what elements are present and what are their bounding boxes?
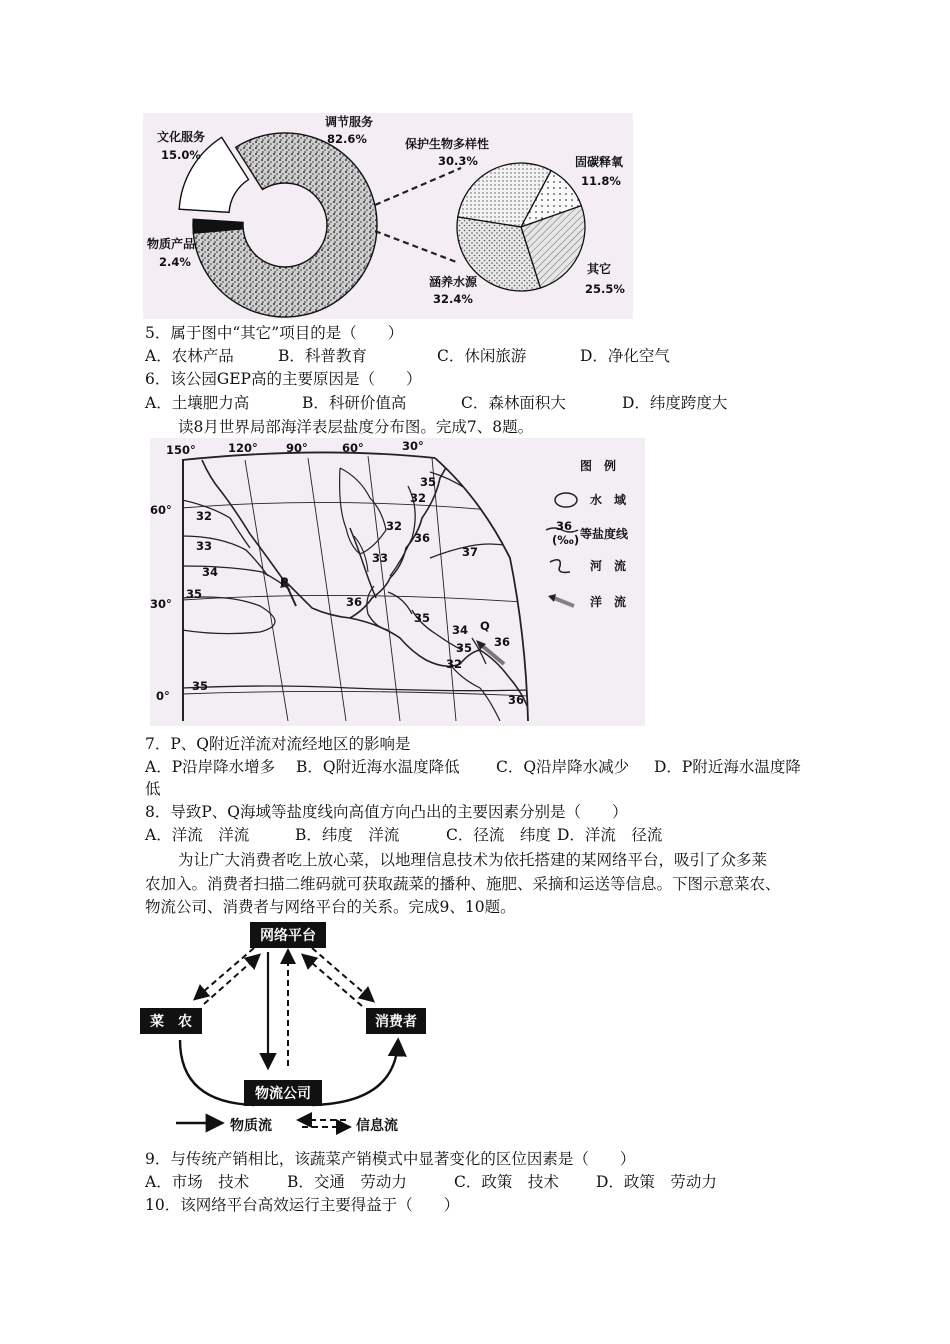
q9-option-c[interactable]: C．政策 技术 xyxy=(454,1173,559,1191)
q6-option-b[interactable]: B．科研价值高 xyxy=(302,394,407,412)
label-carbon: 固碳释氧 xyxy=(575,155,624,169)
isoline-value: 35 xyxy=(420,475,437,489)
q5-option-a[interactable]: A．农林产品 xyxy=(145,347,234,365)
q7-option-c[interactable]: C．Q沿岸降水减少 xyxy=(496,758,630,776)
svg-text:网络平台: 网络平台 xyxy=(260,928,316,944)
platform-flow-diagram xyxy=(140,918,430,1140)
q8-option-c[interactable]: C．径流 纬度 xyxy=(446,826,551,844)
q8-option-a[interactable]: A．洋流 洋流 xyxy=(145,826,250,844)
legend-material-flow: 物质流 xyxy=(230,1118,272,1134)
value-carbon: 11.8% xyxy=(581,174,621,188)
q7-option-a[interactable]: A．P沿岸降水增多 xyxy=(145,758,276,776)
isoline-value: 35 xyxy=(186,587,203,601)
question-10-stem: 10．该网络平台高效运行主要得益于（ ） xyxy=(145,1196,460,1214)
value-water-conservation: 32.4% xyxy=(433,292,473,306)
q5-option-b[interactable]: B．科普教育 xyxy=(278,347,367,365)
q7-option-d-wrap: 低 xyxy=(145,780,161,798)
node-farmer xyxy=(140,1008,202,1034)
lon-label: 30° xyxy=(402,439,424,453)
salinity-map xyxy=(150,438,645,726)
isoline-value: 35 xyxy=(192,679,209,693)
svg-text:洋 流: 洋 流 xyxy=(590,595,627,609)
isoline-value: 32 xyxy=(410,491,427,505)
legend-info-flow: 信息流 xyxy=(356,1118,398,1134)
lat-label: 60° xyxy=(150,503,172,517)
lat-label: 0° xyxy=(156,689,170,703)
svg-text:(‰): (‰) xyxy=(552,533,580,547)
map-label-q: Q xyxy=(480,619,490,633)
label-water-conservation: 涵养水源 xyxy=(429,275,478,289)
label-biodiversity: 保护生物多样性 xyxy=(405,137,490,151)
value-cultural-service: 15.0% xyxy=(161,148,201,162)
lon-label: 120° xyxy=(228,441,258,455)
q9-option-b[interactable]: B．交通 劳动力 xyxy=(287,1173,407,1191)
value-other: 25.5% xyxy=(585,282,625,296)
map-label-p: P xyxy=(280,575,289,589)
question-7-stem: 7．P、Q附近洋流对流经地区的影响是 xyxy=(145,735,411,753)
isoline-value: 33 xyxy=(372,551,389,565)
q7-option-b[interactable]: B．Q附近海水温度降低 xyxy=(296,758,460,776)
lon-label: 150° xyxy=(166,443,196,457)
svg-text:水 域: 水 域 xyxy=(590,493,627,507)
q8-option-d[interactable]: D．洋流 径流 xyxy=(557,826,663,844)
intro-q9-q10-line1: 为让广大消费者吃上放心菜，以地理信息技术为依托搭建的某网络平台，吸引了众多莱 xyxy=(178,851,768,869)
isoline-value: 35 xyxy=(456,641,473,655)
value-regulating-service: 82.6% xyxy=(327,132,367,146)
q5-option-d[interactable]: D．净化空气 xyxy=(580,347,670,365)
node-logistics xyxy=(244,1080,322,1106)
q6-option-a[interactable]: A．土壤肥力高 xyxy=(145,394,250,412)
question-8-stem: 8．导致P、Q海域等盐度线向高值方向凸出的主要因素分别是（ ） xyxy=(145,803,628,821)
q5-option-c[interactable]: C．休闲旅游 xyxy=(437,347,527,365)
pie-chart xyxy=(457,163,585,291)
isoline-value: 32 xyxy=(386,519,403,533)
question-6-stem: 6．该公园GEP高的主要原因是（ ） xyxy=(145,370,422,388)
svg-text:消费者: 消费者 xyxy=(375,1014,417,1030)
isoline-value: 34 xyxy=(202,565,219,579)
isoline-value: 36 xyxy=(494,635,511,649)
intro-q9-q10-line3: 物流公司、消费者与网络平台的关系。完成9、10题。 xyxy=(145,898,516,916)
lon-label: 90° xyxy=(286,441,308,455)
intro-q7-q8: 读8月世界局部海洋表层盐度分布图。完成7、8题。 xyxy=(178,418,534,436)
svg-text:图 例: 图 例 xyxy=(580,459,617,473)
svg-text:36: 36 xyxy=(556,519,573,533)
isoline-value: 34 xyxy=(452,623,469,637)
label-cultural-service: 文化服务 xyxy=(157,130,206,144)
isoline-value: 37 xyxy=(462,545,479,559)
isoline-value: 36 xyxy=(508,693,525,707)
svg-text:等盐度线: 等盐度线 xyxy=(580,527,629,541)
svg-text:物流公司: 物流公司 xyxy=(255,1086,311,1102)
q8-option-b[interactable]: B．纬度 洋流 xyxy=(295,826,400,844)
isoline-value: 35 xyxy=(414,611,431,625)
gep-composition-figure xyxy=(143,113,633,319)
node-consumer xyxy=(366,1008,426,1034)
q9-option-d[interactable]: D．政策 劳动力 xyxy=(596,1173,717,1191)
label-other: 其它 xyxy=(587,262,612,276)
isoline-value: 32 xyxy=(196,509,213,523)
lon-label: 60° xyxy=(342,441,364,455)
q6-option-d[interactable]: D．纬度跨度大 xyxy=(622,394,728,412)
isoline-value: 36 xyxy=(346,595,363,609)
isoline-value: 33 xyxy=(196,539,213,553)
value-material-product: 2.4% xyxy=(159,255,191,269)
value-biodiversity: 30.3% xyxy=(438,154,478,168)
label-material-product: 物质产品 xyxy=(147,237,196,251)
q6-option-c[interactable]: C．森林面积大 xyxy=(461,394,566,412)
isoline-value: 36 xyxy=(414,531,431,545)
q7-option-d[interactable]: D．P附近海水温度降 xyxy=(654,758,801,776)
isoline-value: 32 xyxy=(446,657,463,671)
question-5-stem: 5．属于图中“其它”项目的是（ ） xyxy=(145,324,404,342)
svg-text:菜 农: 菜 农 xyxy=(150,1014,192,1030)
label-regulating-service: 调节服务 xyxy=(325,115,374,129)
lat-label: 30° xyxy=(150,597,172,611)
question-9-stem: 9．与传统产销相比，该蔬菜产销模式中显著变化的区位因素是（ ） xyxy=(145,1150,636,1168)
node-network-platform xyxy=(250,922,326,948)
intro-q9-q10-line2: 农加入。消费者扫描二维码就可获取蔬菜的播种、施肥、采摘和运送等信息。下图示意菜农、 xyxy=(145,875,781,893)
svg-text:河 流: 河 流 xyxy=(590,559,627,573)
q9-option-a[interactable]: A．市场 技术 xyxy=(145,1173,250,1191)
